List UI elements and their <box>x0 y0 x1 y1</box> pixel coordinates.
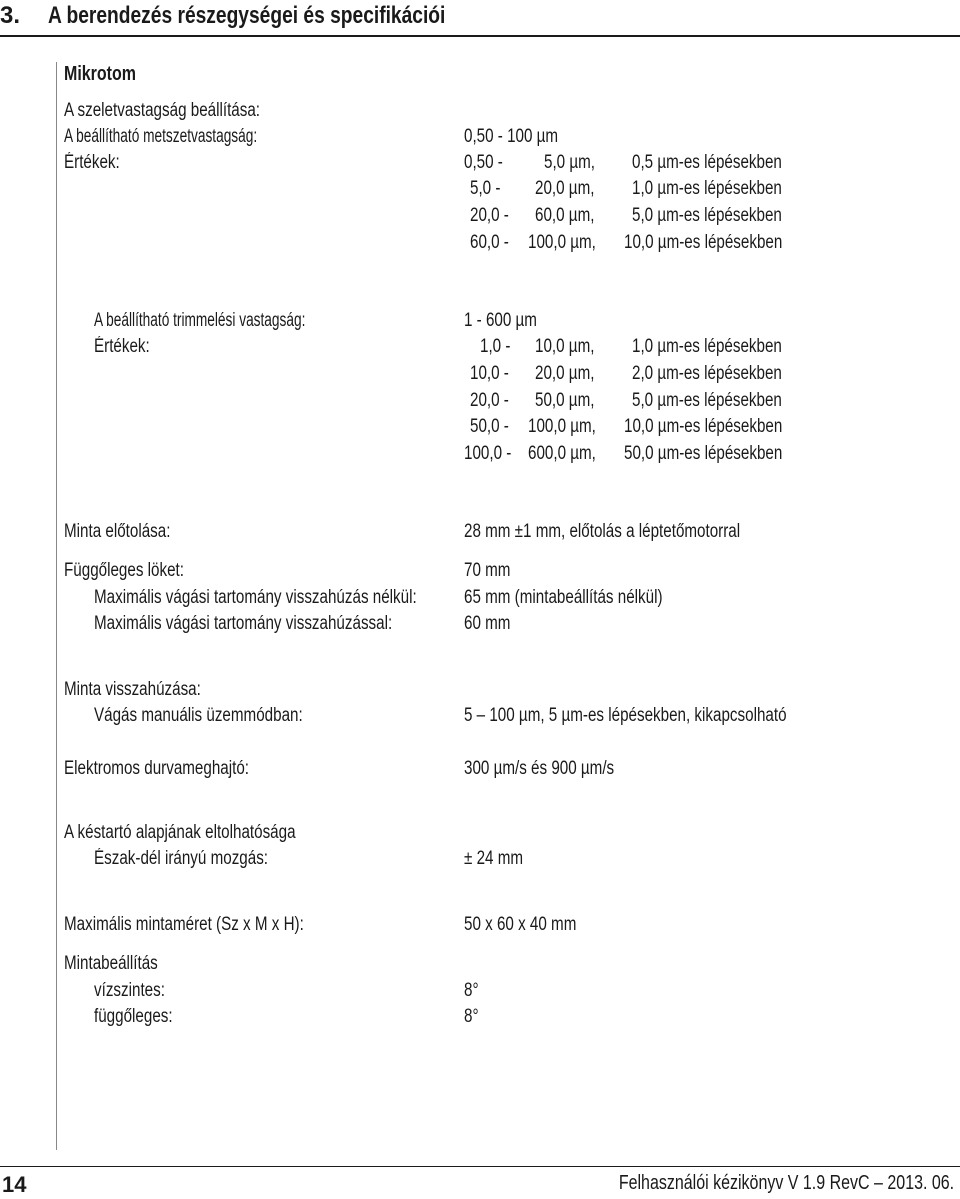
slice-values-label: Értékek: <box>64 152 120 173</box>
orient-v-value: 8° <box>464 1006 479 1027</box>
maxsize-value: 50 x 60 x 40 mm <box>464 914 577 935</box>
chapter-number: 3. <box>0 2 21 29</box>
slice-range: 0,50 - 100 µm <box>464 126 559 147</box>
footer-text: Felhasználói kézikönyv V 1.9 RevC – 2013. 06. <box>618 1172 954 1194</box>
trim-row-to: 100,0 µm, <box>528 416 596 437</box>
chapter-title: A berendezés részegységei és specifikációi <box>48 2 446 29</box>
manual-label: Vágás manuális üzemmódban: <box>94 705 303 726</box>
drive-value: 300 µm/s és 900 µm/s <box>464 758 615 779</box>
trim-row-step: 2,0 µm-es lépésekben <box>632 363 782 384</box>
trim-row-step: 10,0 µm-es lépésekben <box>624 416 783 437</box>
orient-v-label: függőleges: <box>94 1006 173 1027</box>
trim-row-to: 20,0 µm, <box>535 363 595 384</box>
trim-row-from: 20,0 - <box>470 390 509 411</box>
max-without-value: 65 mm (mintabeállítás nélkül) <box>464 587 663 608</box>
knife-heading: A késtartó alapjának eltolhatósága <box>64 822 296 843</box>
slice-heading: A szeletvastagság beállítása: <box>64 100 261 121</box>
orient-h-value: 8° <box>464 980 479 1001</box>
slice-row-step: 10,0 µm-es lépésekben <box>624 232 783 253</box>
trim-label: A beállítható trimmelési vastagság: <box>94 310 306 331</box>
trim-row-from: 50,0 - <box>470 416 509 437</box>
ns-label: Észak-dél irányú mozgás: <box>94 848 269 869</box>
trim-row-step: 1,0 µm-es lépésekben <box>632 336 782 357</box>
feed-label: Minta előtolása: <box>64 521 171 542</box>
slice-row-step: 5,0 µm-es lépésekben <box>632 205 782 226</box>
slice-row-to: 20,0 µm, <box>535 178 595 199</box>
manual-value: 5 – 100 µm, 5 µm-es lépésekben, kikapcsolható <box>464 705 787 726</box>
trim-values-label: Értékek: <box>94 336 150 357</box>
slice-row-from: 0,50 - <box>464 152 503 173</box>
maxsize-label: Maximális mintaméret (Sz x M x H): <box>64 914 304 935</box>
trim-range: 1 - 600 µm <box>464 310 537 331</box>
section-title: Mikrotom <box>64 63 136 85</box>
page-header <box>0 0 960 44</box>
slice-row-to: 60,0 µm, <box>535 205 595 226</box>
trim-row-from: 100,0 - <box>464 443 512 464</box>
slice-row-from: 5,0 - <box>470 178 501 199</box>
max-with-value: 60 mm <box>464 613 511 634</box>
trim-row-to: 600,0 µm, <box>528 443 596 464</box>
trim-row-from: 1,0 - <box>480 336 511 357</box>
drive-label: Elektromos durvameghajtó: <box>64 758 250 779</box>
orient-h-label: vízszintes: <box>94 980 165 1001</box>
trim-row-step: 50,0 µm-es lépésekben <box>624 443 783 464</box>
trim-row-to: 50,0 µm, <box>535 390 595 411</box>
slice-row-to: 5,0 µm, <box>544 152 595 173</box>
retract-heading: Minta visszahúzása: <box>64 679 201 700</box>
slice-label: A beállítható metszetvastagság: <box>64 126 258 147</box>
max-without-label: Maximális vágási tartomány visszahúzás nélkül: <box>94 587 417 608</box>
slice-row-to: 100,0 µm, <box>528 232 596 253</box>
footer-rule <box>0 1166 960 1167</box>
stroke-label: Függőleges löket: <box>64 560 184 581</box>
orient-heading: Mintabeállítás <box>64 953 158 974</box>
max-with-label: Maximális vágási tartomány visszahúzással: <box>94 613 393 634</box>
stroke-value: 70 mm <box>464 560 511 581</box>
slice-row-step: 0,5 µm-es lépésekben <box>632 152 782 173</box>
slice-row-step: 1,0 µm-es lépésekben <box>632 178 782 199</box>
feed-value: 28 mm ±1 mm, előtolás a léptetőmotorral <box>464 521 741 542</box>
page-number: 14 <box>2 1172 27 1197</box>
header-rule <box>0 35 960 37</box>
trim-row-from: 10,0 - <box>470 363 509 384</box>
slice-row-from: 20,0 - <box>470 205 509 226</box>
trim-row-step: 5,0 µm-es lépésekben <box>632 390 782 411</box>
slice-row-from: 60,0 - <box>470 232 509 253</box>
trim-row-to: 10,0 µm, <box>535 336 595 357</box>
ns-value: ± 24 mm <box>464 848 524 869</box>
